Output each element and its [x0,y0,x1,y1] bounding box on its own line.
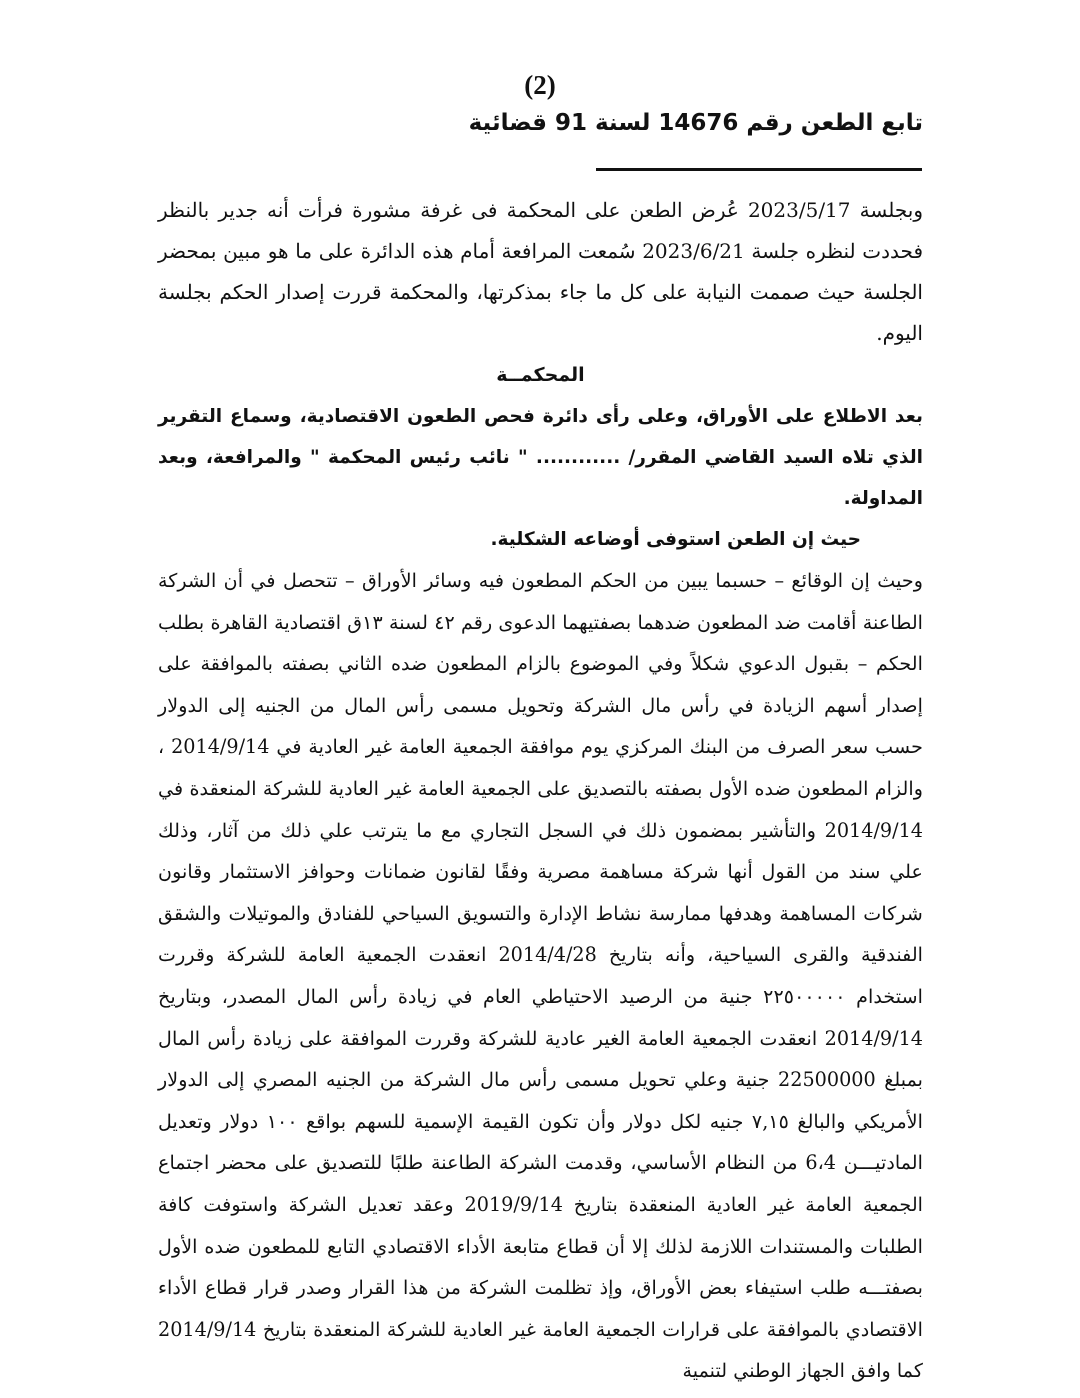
facts-paragraph: وحيث إن الوقائع – حسبما يبين من الحكم المطعون فيه وسائر الأوراق – تتحصل في أن الشركة الطاعنة أقامت ضد المطعون ضدهما بصفتيهما الدعوى رقم ٤٢ لسنة ١٣ق اقتصادية القاهرة بطلب الحكم – بقبول الدعوي شكلاً وفي الموضوع بالزام المطعون ضده الثاني بصفته بالموافقة على إصدار أسهم الزيادة في رأس مال الشركة وتحويل مسمى رأس المال من الجنيه إلى الدولار حسب سعر الصرف من البنك المركزي يوم موافقة الجمعية العامة غير العادية في 2014/9/14 ، والزام المطعون ضده الأول بصفته بالتصديق على الجمعية العامة غير العادية للشركة المنعقدة في 2014/9/14 والتأشير بمضمون ذلك في السجل التجاري مع ما يترتب علي ذلك من آثار، وذلك علي سند من القول أنها شركة مساهمة مصرية وفقًا لقانون ضمانات وحوافز الاستثمار وقانون شركات المساهمة وهدفها ممارسة نشاط الإدارة والتسويق السياحي للفنادق والموتيلات والشقق الفندقية والقرى السياحية، وأنه بتاريخ 2014/4/28 انعقدت الجمعية العامة للشركة وقررت استخدام ٢٢٥٠٠٠٠٠ جنية من الرصيد الاحتياطي العام في زيادة رأس المال المصدر، وبتاريخ 2014/9/14 انعقدت الجمعية العامة الغير عادية للشركة وقررت الموافقة على زيادة رأس المال بمبلغ 22500000 جنية وعلي تحويل مسمى رأس مال الشركة من الجنيه المصري إلى الدولار الأمريكي والبالغ ٧,١٥ جنيه لكل دولار وأن تكون القيمة الإسمية للسهم بواقع ١٠٠ دولار وتعديل المادتيـــن 6،4 من النظام الأساسي، وقدمت الشركة الطاعنة طلبًا للتصديق على محضر اجتماع الجمعية العامة غير العادية المنعقدة بتاريخ 2019/9/14 وعقد تعديل الشركة واستوفت كافة الطلبات والمستندات اللازمة لذلك إلا أن قطاع متابعة الأداء الاقتصادي التابع للمطعون ضده الأول بصفتـــه طلب استيفاء بعض الأوراق، وإذ تظلمت الشركة من هذا القرار وصدر قرار قطاع الأداء الاقتصادي بالموافقة على قرارات الجمعية العامة غير العادية للشركة المنعقدة بتاريخ 2014/9/14 كما وافق الجهاز الوطني لتنمية [158,569,924,1383]
formal-paragraph: حيث إن الطعن استوفى أوضاعه الشكلية. [490,529,861,550]
document-body [158,190,923,1392]
page-number: (2) [524,70,556,100]
header-divider [596,168,922,171]
hearing-paragraph: وبجلسة 2023/5/17 عُرض الطعن على المحكمة فى غرفة مشورة فرأت أنه جدير بالنظر فحددت لنظره جلسة 2023/6/21 سُمعت المرافعة أمام هذه الدائرة على ما هو مبين بمحضر الجلسة حيث صممت النيابة على كل ما جاء بمذكرتها، والمحكمة قررت إصدار الحكم بجلسة اليوم. [158,198,924,345]
review-paragraph: بعد الاطلاع على الأوراق، وعلى رأى دائرة فحص الطعون الاقتصادية، وسماع التقرير الذي تلاه السيد القاضي المقرر/ ............ " نائب رئيس المحكمة " والمرافعة، وبعد المداولة. [158,406,923,509]
case-header: تابع الطعن رقم 14676 لسنة 91 قضائية [468,110,923,136]
court-section-title: المحكمــة [496,364,585,386]
